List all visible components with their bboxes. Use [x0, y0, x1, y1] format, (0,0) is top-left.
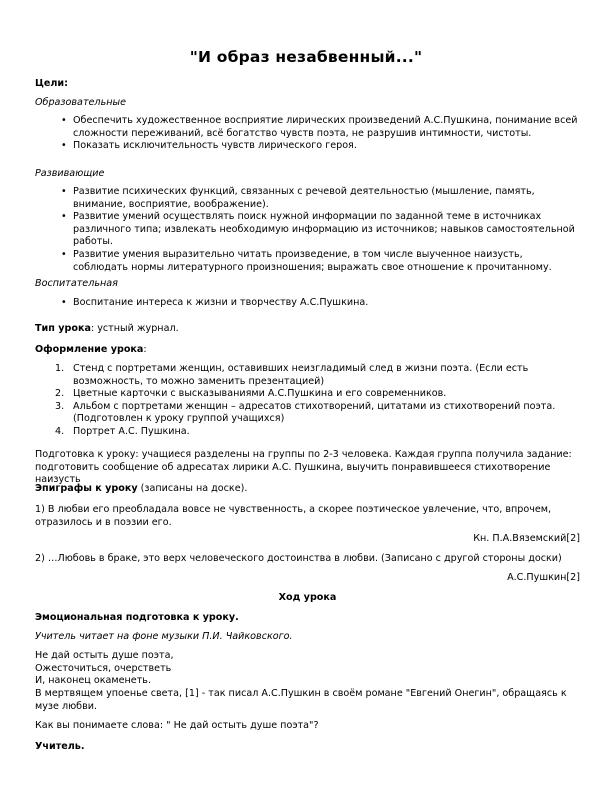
design-list [35, 363, 580, 439]
epigraph-2: 2) …Любовь в браке, это верх человеческого достоинства в любви. (Записано с другой стороны доски) [35, 553, 562, 564]
goals-heading: Цели: [35, 78, 68, 89]
list-item: • Воспитание интереса к жизни и творчеству А.С.Пушкина. [61, 297, 369, 308]
bullet-icon: • [61, 186, 67, 197]
list-item: • Обеспечить художественное восприятие лирических произведений А.С.Пушкина, понимание всей сложности переживаний, всё богатство чувств поэта, не разрушив интимности, чистоты. [61, 115, 578, 139]
list-item: • Развитие умения выразительно читать произведение, в том числе выученное наизусть, соблюдать нормы литературного произношения; выражать свое отношение к прочитанному. [61, 248, 552, 273]
list-item: 3. Альбом с портретами женщин – адресатов стихотворений, цитатами из стихотворений поэта. (Подготовлен к уроку группой учащихся) [55, 400, 556, 425]
teacher-reads: Учитель читает на фоне музыки П.И. Чайковского. [35, 631, 293, 642]
poem-line: И, наконец окаменеть. [35, 675, 151, 686]
educational-list [35, 115, 580, 153]
bullet-icon: • [61, 140, 67, 152]
lesson-type: Тип урока: устный журнал. [35, 323, 179, 334]
page-title: "И образ незабвенный..." [189, 48, 423, 66]
design-heading: Оформление урока: [35, 344, 147, 355]
epigraphs-heading: Эпиграфы к уроку (записаны на доске). [35, 483, 248, 494]
epigraph-1: 1) В любви его преобладала вовсе не чувственность, а скорее поэтическое увлечение, что, впрочем, отразилось и в поэзии его. [35, 504, 552, 528]
developing-label: Развивающие [35, 168, 105, 179]
list-item: 1. Стенд с портретами женщин, оставивших неизгладимый след в жизни поэта. (Если есть возможность, то можно заменить презентацией) [55, 363, 529, 387]
bullet-icon: • [61, 297, 67, 308]
course-heading: Ход урока [278, 592, 337, 603]
list-item: • Развитие психических функций, связанных с речевой деятельностью (мышление, память, внимание, восприятие, воображение). [61, 186, 535, 210]
bullet-icon: • [61, 248, 67, 260]
bullet-icon: • [61, 115, 67, 126]
upbringing-label: Воспитательная [35, 278, 118, 289]
epigraph-2-author: А.С.Пушкин[2] [507, 572, 580, 583]
teacher-label: Учитель. [35, 741, 85, 752]
list-item: 4. Портрет А.С. Пушкина. [55, 425, 190, 437]
poem-line: Ожесточиться, очерстветь [35, 663, 172, 674]
emotional-heading: Эмоциональная подготовка к уроку. [35, 612, 239, 623]
list-item: 2. Цветные карточки с высказываниями А.С.Пушкина и его современников. [55, 388, 447, 400]
question: Как вы понимаете слова: " Не дай остыть душе поэта"? [35, 720, 319, 731]
educational-label: Образовательные [35, 97, 126, 108]
poem-line: В мертвящем упоенье света, [1] - так писал А.С.Пушкин в своём романе "Евгений Онегин", обращаясь к музе любви. [35, 688, 567, 712]
epigraph-1-author: Кн. П.А.Вяземский[2] [473, 533, 580, 544]
list-item: • Развитие умений осуществлять поиск нужной информации по заданной теме в источниках различного типа; извлекать необходимую информацию из источников; навыков самостоятельной работы. [61, 211, 575, 248]
developing-list [35, 186, 580, 274]
poem-line: Не дай остыть душе поэта, [35, 650, 174, 661]
bullet-icon: • [61, 211, 67, 223]
preparation-paragraph: Подготовка к уроку: учащиеся разделены на группы по 2-3 человека. Каждая группа получила задание: подготовить сообщение об адресатах лирики А.С. Пушкина, выучить понравившееся стихотворение наизусть [35, 449, 572, 486]
list-item: • Показать исключительность чувств лирического героя. [61, 140, 357, 152]
upbringing-list [35, 297, 580, 310]
